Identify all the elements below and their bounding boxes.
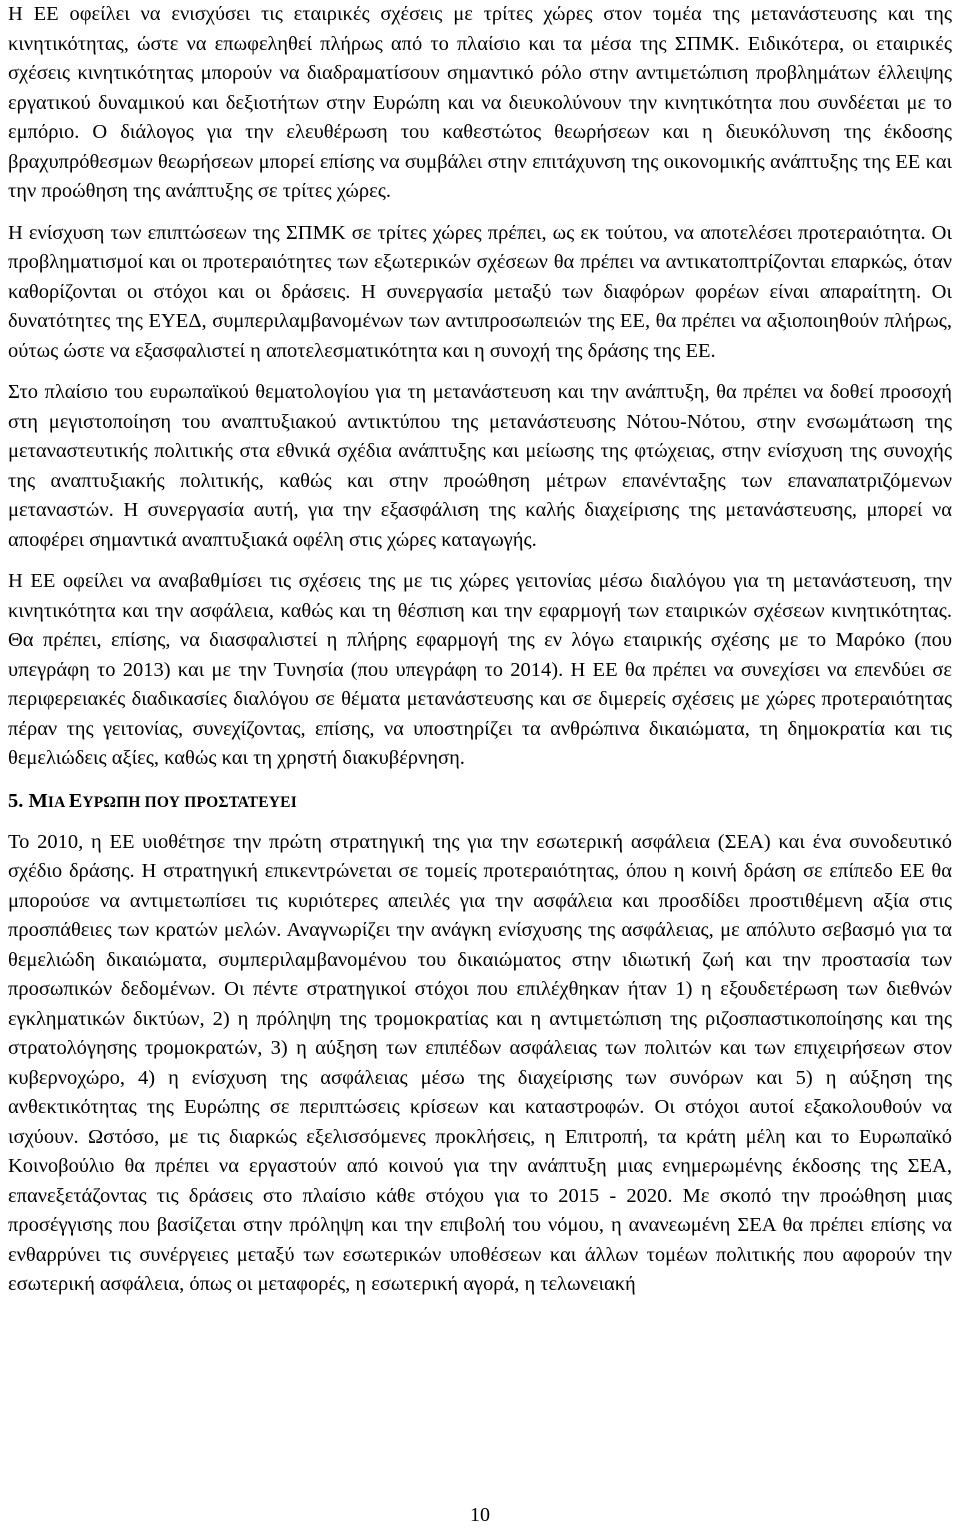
section-title-initial-1: Μ [28, 789, 48, 812]
page-number: 10 [470, 1504, 490, 1526]
paragraph-partnerships: Η ΕΕ οφείλει να ενισχύσει τις εταιρικές σχέσεις με τρίτες χώρες στον τομέα της μετανάστευσης και της κινητικότητας, ώστε να επωφεληθεί πλήρως από το πλαίσιο και τα μέσα της ΣΠΜΚ. Ειδικότερα, οι εταιρικές σχέσεις κινητικότητας μπορούν να διαδραματίσουν σημαντικό ρόλο στην αντιμετώπιση προβλημάτων έλλειψης εργατικού δυναμικού και δεξιοτήτων στην Ευρώπη και να διευκολύνουν την κινητικότητα που συνδέεται με το εμπόριο. Ο διάλογος για την ελευθέρωση του καθεστώτος θεωρήσεων και η διευκόλυνση της έκδοσης βραχυπρόθεσμων θεωρήσεων μπορεί επίσης να συμβάλει στην επιτάχυνση της οικονομικής ανάπτυξης της ΕΕ και την προώθηση της ανάπτυξης σε τρίτες χώρες. [8, 3, 952, 202]
paragraph-impact: Η ενίσχυση των επιπτώσεων της ΣΠΜΚ σε τρίτες χώρες πρέπει, ως εκ τούτου, να αποτελέσει προτεραιότητα. Οι προβληματισμοί και οι προτεραιότητες των εξωτερικών σχέσεων θα πρέπει να αντικατοπτρίζονται επαρκώς, όταν καθορίζονται οι στόχοι και οι δράσεις. Η συνεργασία μεταξύ των διαφόρων φορέων είναι απαραίτητη. Οι δυνατότητες της ΕΥΕΔ, συμπεριλαμβανομένων των αντιπροσωπειών της ΕΕ, θα πρέπει να αξιοποιηθούν πλήρως, ούτως ώστε να εξασφαλιστεί η αποτελεσματικότητα και η συνοχή της δράσης της ΕΕ. [8, 221, 952, 362]
paragraph-neighbourhood: Η ΕΕ οφείλει να αναβαθμίσει τις σχέσεις της με τις χώρες γειτονίας μέσω διαλόγου για τη μετανάστευση, την κινητικότητα και την ασφάλεια, καθώς και τη θέσπιση και την εφαρμογή των εταιρικών σχέσεων κινητικότητας. Θα πρέπει, επίσης, να διασφαλιστεί η πλήρης εφαρμογή της εν λόγω εταιρικής σχέσης με το Μαρόκο (που υπεγράφη το 2013) και με την Τυνησία (που υπεγράφη το 2014). Η ΕΕ θα πρέπει να συνεχίσει να επενδύει σε περιφερειακές διαδικασίες διαλόγου σε θέματα μετανάστευσης και σε διμερείς σχέσεις με χώρες προτεραιότητας πέραν της γειτονίας, συνεχίζοντας, επίσης, να υποστηρίζει τα ανθρώπινα δικαιώματα, τη δημοκρατία και τις θεμελιώδεις αξίες, καθώς και τη χρηστή διακυβέρνηση. [8, 570, 952, 769]
section-heading [8, 786, 952, 818]
section-number: 5. [8, 789, 24, 812]
section-title-rest-2: ΥΡΩΠΗ ΠΟΥ ΠΡΟΣΤΑΤΕΥΕΙ [82, 793, 297, 811]
paragraph-internal-security: Το 2010, η ΕΕ υιοθέτησε την πρώτη στρατηγική της για την εσωτερική ασφάλεια (ΣΕΑ) και ένα συνοδευτικό σχέδιο δράσης. Η στρατηγική επικεντρώνεται σε τομείς προτεραιότητας, όπου η κοινή δράση σε επίπεδο ΕΕ θα μπορούσε να αντιμετωπίσει τις κυριότερες απειλές για την ασφάλεια και προσδίδει προστιθέμενη αξία στις προσπάθειες των κρατών μελών. Αναγνωρίζει την ανάγκη ενίσχυσης της ασφάλειας, με απόλυτο σεβασμό για τα θεμελιώδη δικαιώματα, συμπεριλαμβανομένου του δικαιώματος στην ιδιωτική ζωή και την προστασία των προσωπικών δεδομένων. Οι πέντε στρατηγικοί στόχοι που επιλέχθηκαν ήταν 1) η εξουδετέρωση των διεθνών εγκληματικών δικτύων, 2) η πρόληψη της τρομοκρατίας και η αντιμετώπιση της ριζοσπαστικοποίησης και της στρατολόγησης τρομοκρατών, 3) η αύξηση των επιπέδων ασφάλειας των πολιτών και των επιχειρήσεων στον κυβερνοχώρο, 4) η ενίσχυση της ασφάλειας μέσω της διαχείρισης των συνόρων και 5) η αύξηση της ανθεκτικότητας της Ευρώπης σε περιπτώσεις κρίσεων και καταστροφών. Οι στόχοι αυτοί εξακολουθούν να ισχύουν. Ωστόσο, με τις διαρκώς εξελισσόμενες προκλήσεις, η Επιτροπή, τα κράτη μέλη και το Ευρωπαϊκό Κοινοβούλιο θα πρέπει να εργαστούν από κοινού για την ανάπτυξη μιας ενημερωμένης έκδοσης της ΣΕΑ, επανεξετάζοντας τις δράσεις στο πλαίσιο κάθε στόχου για το 2015 - 2020. Με σκοπό την προώθηση μιας προσέγγισης που βασίζεται στην πρόληψη και την επιβολή του νόμου, η ανανεωμένη ΣΕΑ θα πρέπει επίσης να ενθαρρύνει τις συνέργειες μεταξύ των εσωτερικών υποθέσεων και άλλων τομέων πολιτικής που αφορούν την εσωτερική ασφάλεια, όπως οι μεταφορές, η εσωτερική αγορά, η τελωνειακή [8, 830, 952, 1295]
paragraph-migration-development: Στο πλαίσιο του ευρωπαϊκού θεματολογίου για τη μετανάστευση και την ανάπτυξη, θα πρέπει να δοθεί προσοχή στη μεγιστοποίηση του αναπτυξιακού αντικτύπου της μετανάστευσης Νότου-Νότου, στην ενσωμάτωση της μεταναστευτικής πολιτικής στα εθνικά σχέδια ανάπτυξης και μείωσης της φτώχειας, στην ενίσχυση της συνοχής της αναπτυξιακής πολιτικής, καθώς και στην προώθηση μέτρων επανένταξης των επαναπατριζόμενων μεταναστών. Η συνεργασία αυτή, για την εξασφάλιση της καλής διαχείρισης της μετανάστευσης, μπορεί να αποφέρει σημαντικά αναπτυξιακά οφέλη στις χώρες καταγωγής. [8, 381, 952, 551]
document-page [8, 0, 952, 1312]
section-title-initial-2: Ε [68, 789, 83, 812]
section-title-rest-1: ΙΑ [47, 793, 69, 811]
